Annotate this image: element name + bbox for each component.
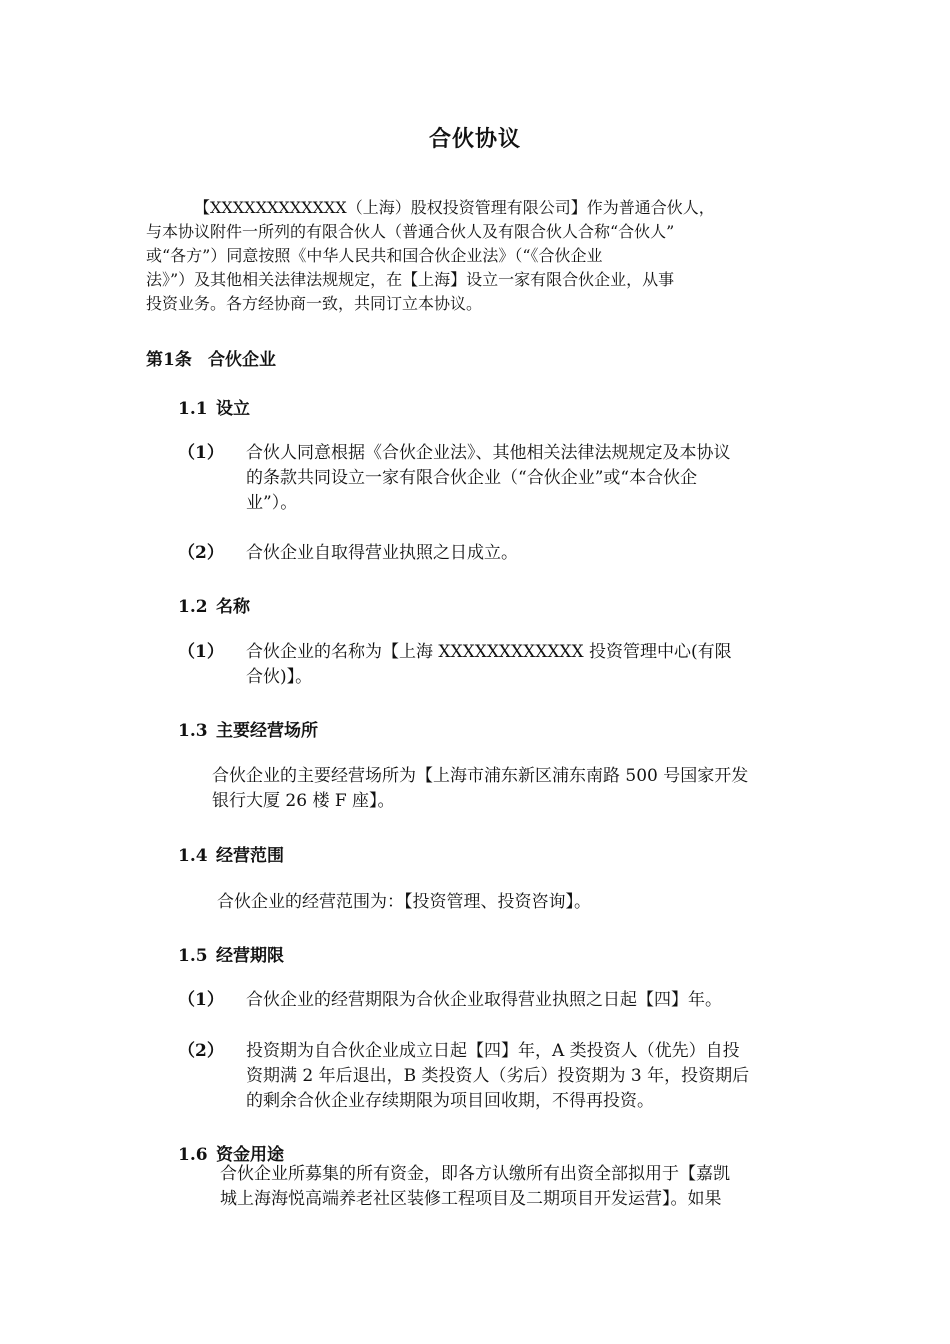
section-heading (178, 394, 250, 419)
item-marker: （1） (178, 642, 224, 662)
list-item (178, 1039, 808, 1114)
section-paragraph (212, 764, 812, 814)
item-marker: （2） (178, 1041, 224, 1061)
article-title: 合伙企业 (208, 350, 276, 370)
item-line: 的条款共同设立一家有限合伙企业（“合伙企业”或“本合伙企 (246, 468, 698, 488)
article-heading (146, 345, 276, 370)
section-number: 1.1 (178, 399, 208, 419)
section-title: 资金用途 (216, 1145, 284, 1165)
section-number: 1.5 (178, 946, 208, 966)
item-line: 合伙企业自取得营业执照之日成立。 (246, 543, 518, 563)
intro-line: 【XXXXXXXXXXXX（上海）股权投资管理有限公司】作为普通合伙人， (194, 198, 715, 217)
item-line: 合伙人同意根据《合伙企业法》、其他相关法律法规规定及本协议 (246, 443, 731, 463)
intro-line: 投资业务。各方经协商一致，共同订立本协议。 (146, 294, 483, 313)
intro-line: 法》”）及其他相关法律法规规定，在【上海】设立一家有限合伙企业，从事 (146, 270, 675, 289)
item-marker: （1） (178, 990, 224, 1010)
section-number: 1.6 (178, 1145, 208, 1165)
item-marker: （2） (178, 543, 224, 563)
section-title: 经营期限 (216, 946, 284, 966)
item-line: 合伙企业的名称为【上海 XXXXXXXXXXXX 投资管理中心(有限 (246, 642, 732, 662)
paragraph-line: 合伙企业所募集的所有资金，即各方认缴所有出资全部拟用于【嘉凯 (220, 1164, 730, 1184)
section-heading (178, 941, 284, 966)
item-marker: （1） (178, 443, 224, 463)
document-title: 合伙协议 (428, 126, 521, 152)
section-paragraph (220, 1162, 810, 1212)
article-number: 第1条 (146, 350, 192, 370)
item-line: 合伙企业的经营期限为合伙企业取得营业执照之日起【四】年。 (246, 990, 722, 1010)
intro-line: 或“各方”）同意按照《中华人民共和国合伙企业法》（“《合伙企业 (146, 246, 603, 265)
item-line: 合伙)】。 (246, 667, 313, 687)
paragraph-line: 银行大厦 26 楼 F 座】。 (212, 791, 395, 811)
list-item (178, 640, 808, 690)
paragraph-line: 城上海海悦高端养老社区装修工程项目及二期项目开发运营】。如果 (220, 1189, 722, 1209)
item-line: 业”）。 (246, 493, 298, 513)
section-title: 主要经营场所 (216, 721, 318, 741)
section-title: 经营范围 (216, 846, 284, 866)
section-number: 1.3 (178, 721, 208, 741)
item-line: 投资期为自合伙企业成立日起【四】年，A 类投资人（优先）自投 (246, 1041, 740, 1061)
item-line: 资期满 2 年后退出，B 类投资人（劣后）投资期为 3 年，投资期后 (246, 1066, 750, 1086)
list-item (178, 988, 808, 1013)
section-number: 1.2 (178, 597, 208, 617)
intro-line: 与本协议附件一所列的有限合伙人（普通合伙人及有限合伙人合称“合伙人” (146, 222, 675, 241)
item-line: 的剩余合伙企业存续期限为项目回收期，不得再投资。 (246, 1091, 654, 1111)
list-item (178, 541, 808, 566)
list-item (178, 441, 808, 516)
section-paragraph: 合伙企业的经营范围为：【投资管理、投资咨询】。 (217, 892, 591, 912)
section-heading (178, 592, 250, 617)
section-heading (178, 841, 284, 866)
section-title: 名称 (216, 597, 250, 617)
section-heading (178, 716, 318, 741)
section-title: 设立 (216, 399, 250, 419)
paragraph-line: 合伙企业的主要经营场所为【上海市浦东新区浦东南路 500 号国家开发 (212, 766, 749, 786)
intro-paragraph (146, 196, 806, 316)
section-number: 1.4 (178, 846, 208, 866)
